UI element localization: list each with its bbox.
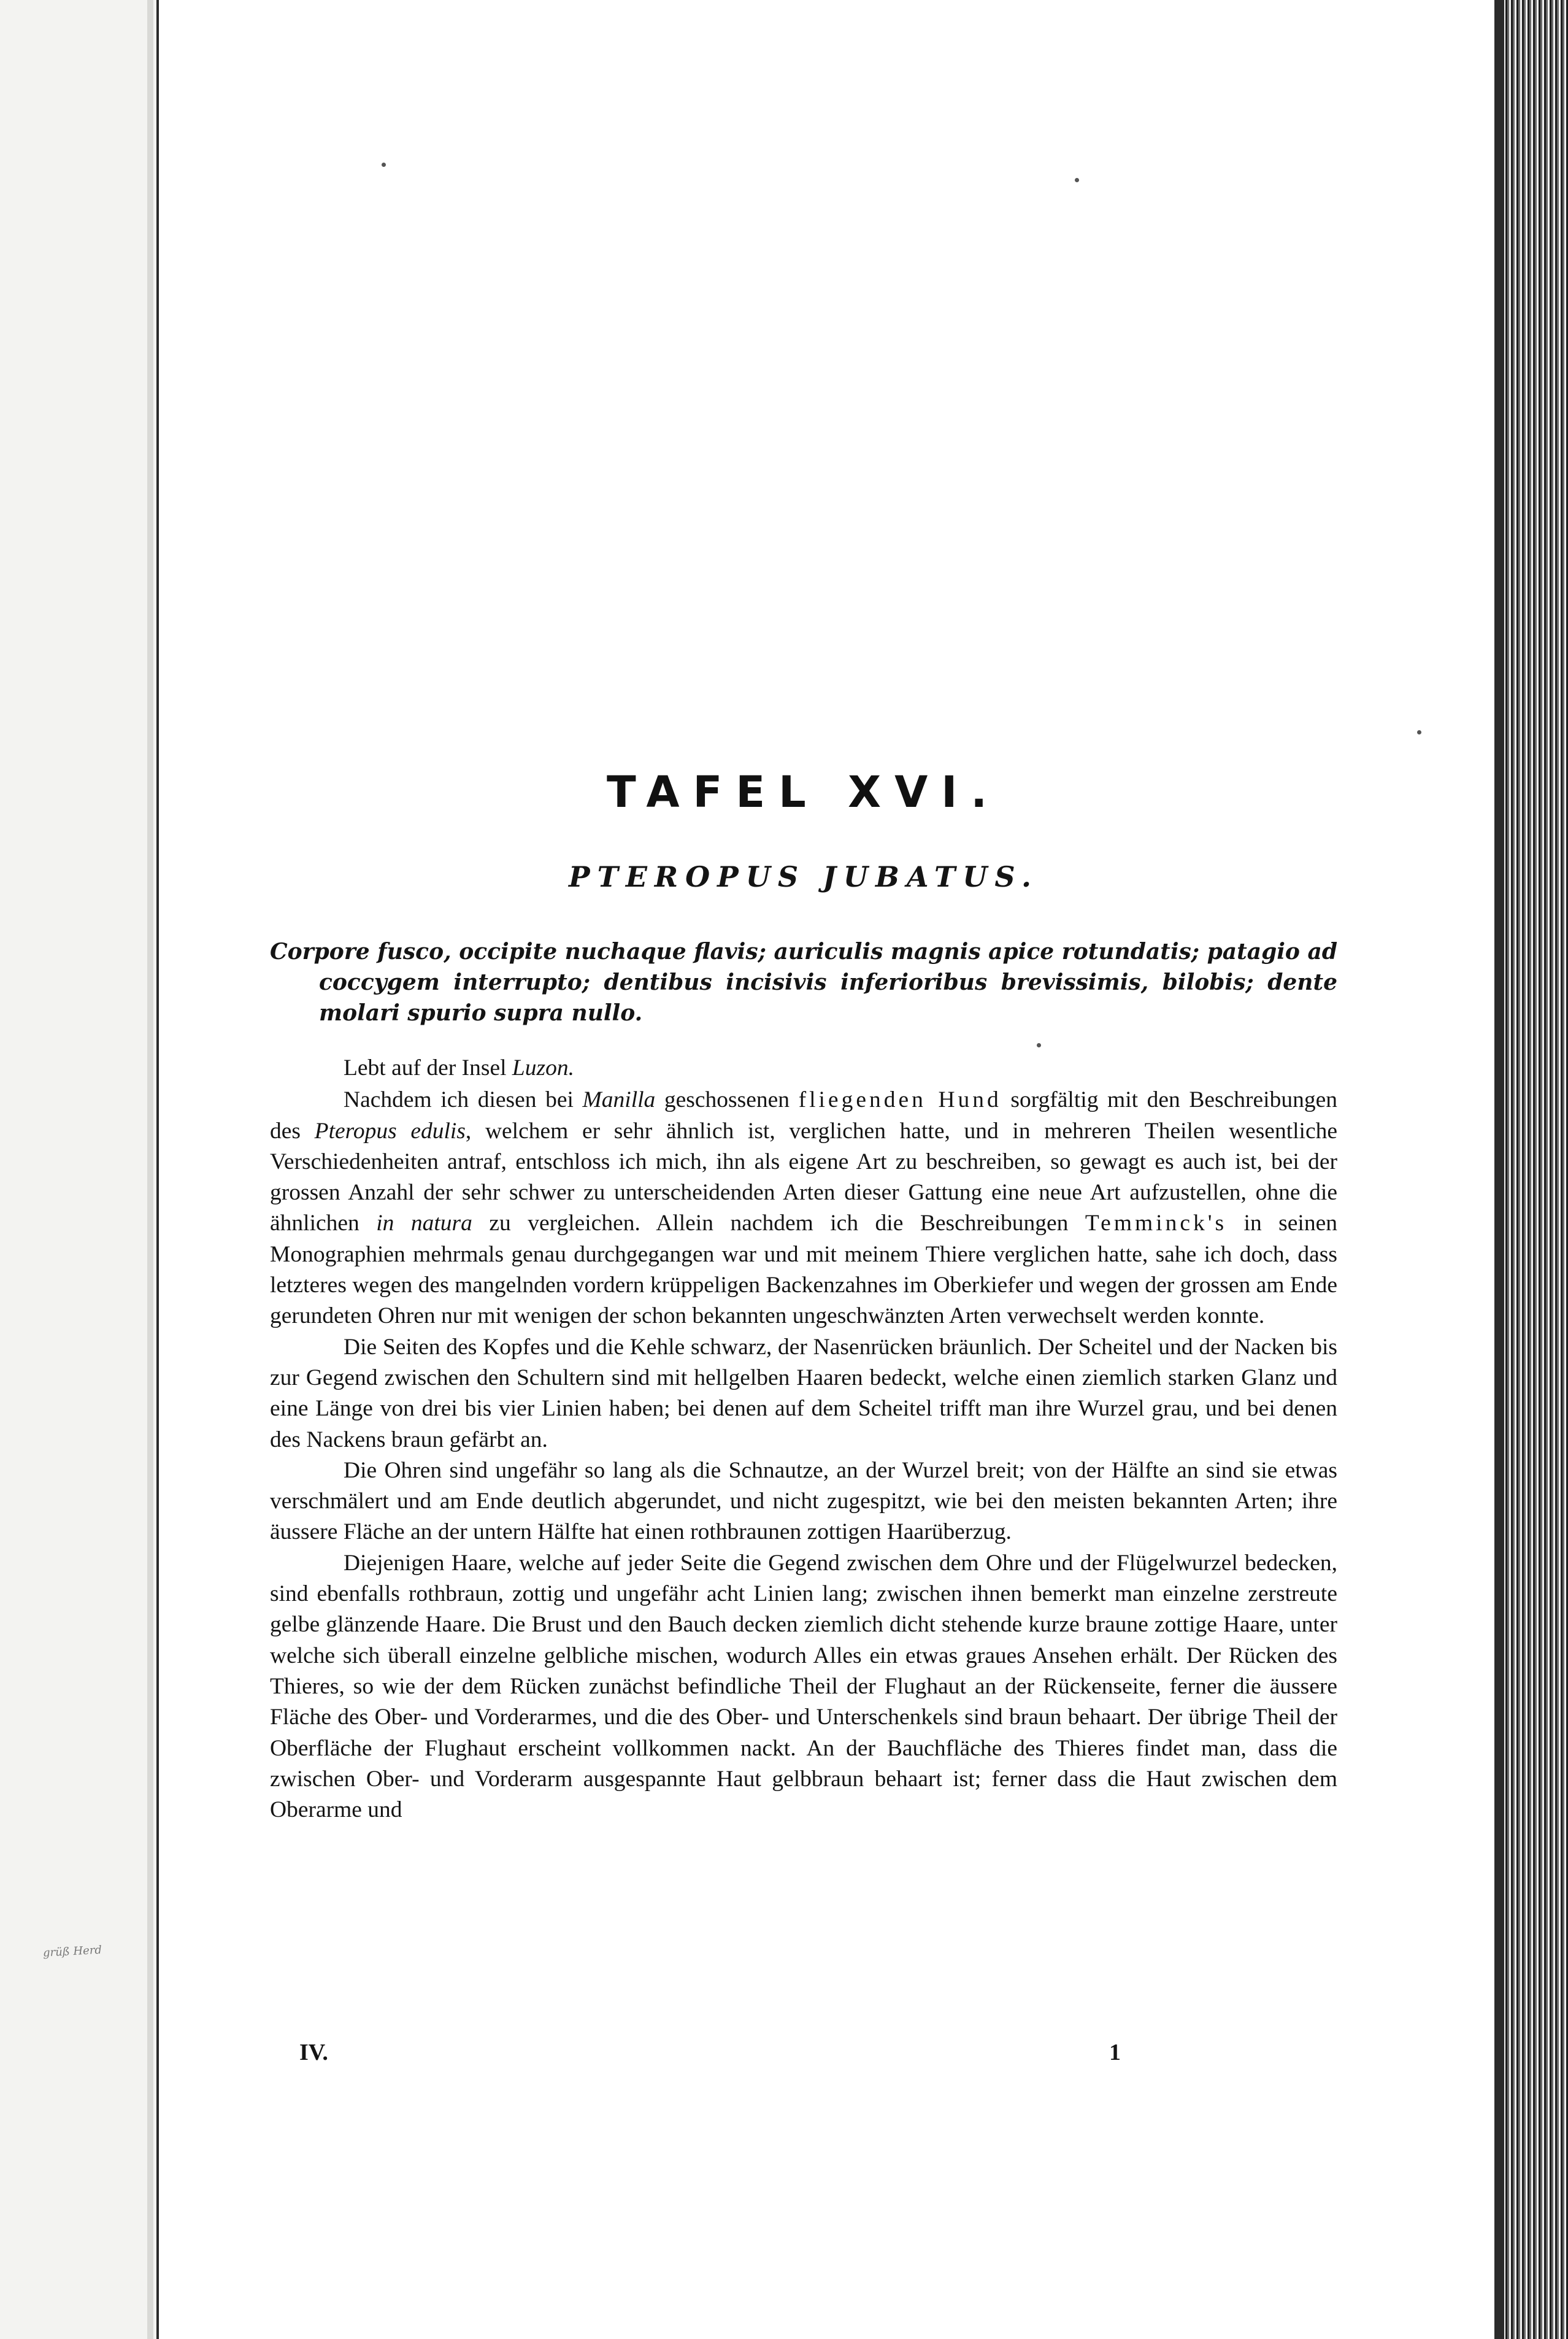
habitat-text: Lebt auf der Insel — [344, 1055, 512, 1081]
intro-text: , welchem er sehr ähnlich ist, verglichen hatte, und in mehreren Theilen wesentliche Verschiedenheiten antraf, entschloss ich mich, ihn als eigene Art zu beschreiben, so gewagt es auch ist, bei der grossen Anzahl der sehr schwer zu unterscheidenden Arten dieser Gattung eine neue Art aufzustellen, ohne die ähnlichen — [270, 1118, 1337, 1236]
volume-number: IV. — [299, 2040, 328, 2065]
phrase-in-natura: in natura — [376, 1211, 472, 1236]
scan-speck — [1417, 730, 1421, 734]
intro-text: zu vergleichen. Allein nachdem ich die Beschreibungen — [472, 1211, 1085, 1236]
plate-title: TAFEL XVI. — [607, 767, 1001, 817]
scan-speck — [382, 163, 386, 167]
intro-text: Nachdem ich diesen bei — [344, 1087, 583, 1113]
body-text — [270, 1053, 1337, 1825]
handwritten-margin-note: grüß Herd — [42, 1943, 102, 1960]
scan-speck — [1075, 178, 1079, 182]
place-manilla: Manilla — [582, 1087, 656, 1113]
right-page-edges — [1494, 0, 1568, 2339]
paragraph-habitat — [270, 1053, 1337, 1084]
left-page-edge — [0, 0, 159, 2339]
signature-mark: 1 — [1109, 2040, 1121, 2065]
paragraph-introduction — [270, 1085, 1337, 1331]
intro-text: geschossenen — [655, 1087, 799, 1113]
latin-diagnosis: Corpore fusco, occipite nuchaque flavis; auriculis magnis apice rotundatis; patagio ad coccygem interrupto; dentibus incisivis inferioribus brevissimis, bilobis; dente molari spurio supra nullo. — [270, 939, 1337, 1026]
locality-name: Luzon. — [512, 1055, 574, 1081]
intro-text: in seinen Monographien mehrmals genau durchgegangen war und mit meinem Thiere verglichen hatte, sahe ich doch, dass letzteres wegen des mangelnden vordern krüppeligen Backenzahnes im Oberkiefer und wegen der grossen am Ende gerundeten Ohren nur mit wenigen der schon bekannten ungeschwänzten Arten verwechselt werden konnte. — [270, 1211, 1337, 1329]
left-page-gutter — [147, 0, 153, 2339]
paragraph-ears: Die Ohren sind ungefähr so lang als die Schnautze, an der Wurzel breit; von der Hälfte an sind sie etwas verschmälert und am Ende deutlich abgerundet, und nicht zugespitzt, wie bei den meisten bekannten Arten; ihre äussere Fläche an der untern Hälfte hat einen rothbraunen zottigen Haarüberzug. — [270, 1457, 1337, 1545]
paragraph-body-hair: Diejenigen Haare, welche auf jeder Seite die Gegend zwischen dem Ohre und der Flügelwurzel bedecken, sind ebenfalls rothbraun, zottig und ungefähr acht Linien lang; zwischen ihnen bemerkt man einzelne zerstreute gelbe glänzende Haare. Die Brust und den Bauch decken ziemlich dicht stehende kurze braune zottige Haare, unter welche sich überall einzelne gelbliche mischen, wodurch Alles ein etwas graues Ansehen erhält. Der Rücken des Thieres, so wie der dem Rücken zunächst befindliche Theil der Flughaut an der Rückenseite, ferner die äussere Fläche des Ober- und Vorderarmes, und die des Ober- und Unterschenkels sind braun behaart. Der übrige Theil der Oberfläche der Flughaut erscheint vollkommen nackt. An der Bauchfläche des Thieres findet man, dass die zwischen Ober- und Vorderarm ausgespannte Haut gelbbraun behaart ist; ferner dass die Haut zwischen dem Oberarme und — [270, 1550, 1337, 1823]
species-edulis: Pteropus edulis — [314, 1118, 466, 1144]
page-content — [270, 767, 1337, 2065]
right-edge-shade — [1494, 0, 1504, 2339]
species-name: PTEROPUS JUBATUS. — [569, 860, 1039, 893]
intro-text: sorgfältig mit den Beschreibungen des — [270, 1087, 1337, 1144]
paragraph-head: Die Seiten des Kopfes und die Kehle schwarz, der Nasenrücken bräunlich. Der Scheitel und der Nacken bis zur Gegend zwischen den Schultern sind mit hellgelben Haaren bedeckt, welche einen ziemlich starken Glanz und eine Länge von drei bis vier Linien haben; bei denen auf dem Scheitel trifft man ihre Wurzel grau, und bei denen des Nackens braun gefärbt an. — [270, 1334, 1337, 1452]
common-name: fliegenden Hund — [798, 1087, 1002, 1113]
author-temminck: Temminck's — [1085, 1211, 1228, 1236]
